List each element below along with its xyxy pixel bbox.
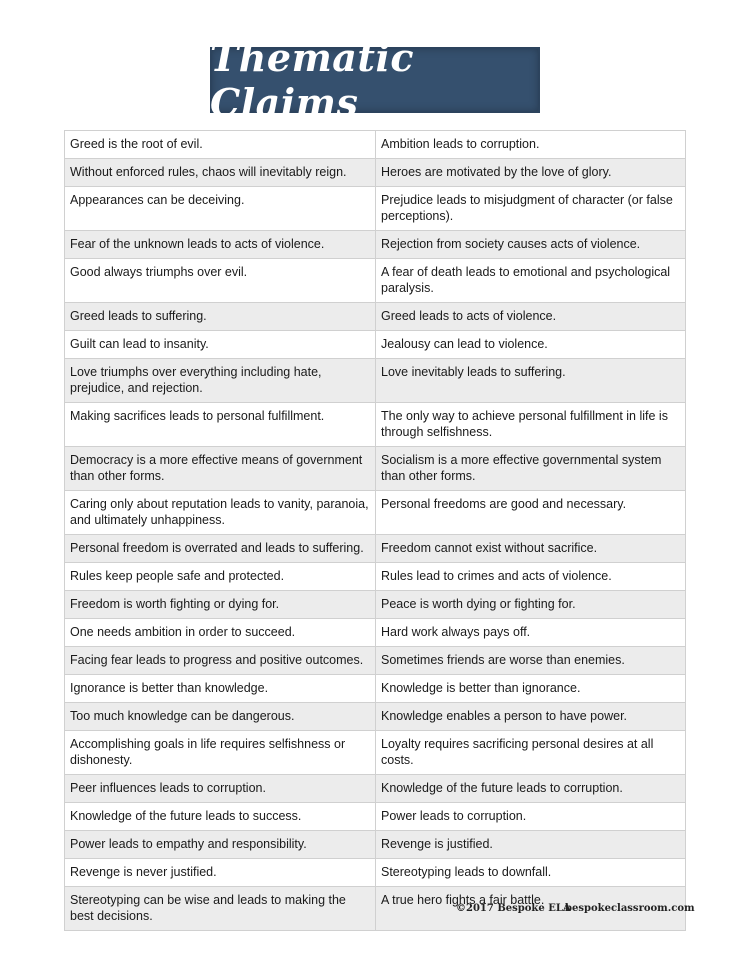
claim-cell-left: One needs ambition in order to succeed. (65, 619, 376, 647)
claim-cell-left: Personal freedom is overrated and leads to suffering. (65, 535, 376, 563)
claim-cell-right: Socialism is a more effective governmental system than other forms. (376, 447, 686, 491)
claim-cell-right: Rejection from society causes acts of violence. (376, 231, 686, 259)
table-row (65, 535, 686, 563)
table-row (65, 675, 686, 703)
table-row (65, 859, 686, 887)
claim-cell-right: Freedom cannot exist without sacrifice. (376, 535, 686, 563)
claim-cell-right: A fear of death leads to emotional and psychological paralysis. (376, 259, 686, 303)
claim-cell-right: Power leads to corruption. (376, 803, 686, 831)
table-row (65, 619, 686, 647)
claim-cell-right: Hard work always pays off. (376, 619, 686, 647)
claims-table (64, 130, 686, 931)
table-row (65, 647, 686, 675)
table-row (65, 303, 686, 331)
table-row (65, 359, 686, 403)
claim-cell-left: Without enforced rules, chaos will inevitably reign. (65, 159, 376, 187)
table-row (65, 703, 686, 731)
claim-cell-left: Revenge is never justified. (65, 859, 376, 887)
claim-cell-right: Heroes are motivated by the love of glory. (376, 159, 686, 187)
claim-cell-right: Knowledge enables a person to have power. (376, 703, 686, 731)
claim-cell-left: Peer influences leads to corruption. (65, 775, 376, 803)
claim-cell-left: Rules keep people safe and protected. (65, 563, 376, 591)
claim-cell-right: Peace is worth dying or fighting for. (376, 591, 686, 619)
claim-cell-left: Ignorance is better than knowledge. (65, 675, 376, 703)
table-row (65, 131, 686, 159)
table-row (65, 591, 686, 619)
claim-cell-left: Too much knowledge can be dangerous. (65, 703, 376, 731)
claim-cell-left: Guilt can lead to insanity. (65, 331, 376, 359)
page-title: Thematic Claims (210, 35, 415, 125)
claim-cell-right: A true hero fights a fair battle. (376, 887, 686, 931)
claim-cell-left: Democracy is a more effective means of government than other forms. (65, 447, 376, 491)
claim-cell-left: Caring only about reputation leads to vanity, paranoia, and ultimately unhappiness. (65, 491, 376, 535)
claim-cell-left: Greed leads to suffering. (65, 303, 376, 331)
claim-cell-left: Knowledge of the future leads to success. (65, 803, 376, 831)
claim-cell-right: Greed leads to acts of violence. (376, 303, 686, 331)
claim-cell-right: Knowledge of the future leads to corruption. (376, 775, 686, 803)
claim-cell-right: Ambition leads to corruption. (376, 131, 686, 159)
claim-cell-left: Making sacrifices leads to personal fulfillment. (65, 403, 376, 447)
claim-cell-right: Stereotyping leads to downfall. (376, 859, 686, 887)
claim-cell-left: Appearances can be deceiving. (65, 187, 376, 231)
claim-cell-left: Stereotyping can be wise and leads to making the best decisions. (65, 887, 376, 931)
footer-website: bespokeclassroom.com (565, 903, 695, 914)
claim-cell-left: Freedom is worth fighting or dying for. (65, 591, 376, 619)
claim-cell-right: Personal freedoms are good and necessary. (376, 491, 686, 535)
table-row (65, 187, 686, 231)
claim-cell-right: Loyalty requires sacrificing personal desires at all costs. (376, 731, 686, 775)
table-row (65, 159, 686, 187)
table-row (65, 731, 686, 775)
claim-cell-left: Good always triumphs over evil. (65, 259, 376, 303)
table-row (65, 563, 686, 591)
title-banner (210, 35, 540, 125)
claim-cell-left: Love triumphs over everything including hate, prejudice, and rejection. (65, 359, 376, 403)
table-row (65, 775, 686, 803)
claim-cell-right: Knowledge is better than ignorance. (376, 675, 686, 703)
table-row (65, 231, 686, 259)
table-row (65, 447, 686, 491)
table-row (65, 803, 686, 831)
claim-cell-left: Greed is the root of evil. (65, 131, 376, 159)
claim-cell-right: The only way to achieve personal fulfillment in life is through selfishness. (376, 403, 686, 447)
claim-cell-right: Love inevitably leads to suffering. (376, 359, 686, 403)
table-row (65, 491, 686, 535)
claim-cell-left: Facing fear leads to progress and positive outcomes. (65, 647, 376, 675)
table-row (65, 331, 686, 359)
claim-cell-left: Power leads to empathy and responsibility. (65, 831, 376, 859)
claim-cell-right: Prejudice leads to misjudgment of character (or false perceptions). (376, 187, 686, 231)
claim-cell-left: Accomplishing goals in life requires selfishness or dishonesty. (65, 731, 376, 775)
claim-cell-left: Fear of the unknown leads to acts of violence. (65, 231, 376, 259)
footer-copyright: ©2017 Bespoke ELA (456, 903, 571, 914)
claim-cell-right: Revenge is justified. (376, 831, 686, 859)
table-row (65, 403, 686, 447)
claim-cell-right: Rules lead to crimes and acts of violence. (376, 563, 686, 591)
claim-cell-right: Jealousy can lead to violence. (376, 331, 686, 359)
table-row (65, 259, 686, 303)
claim-cell-right: Sometimes friends are worse than enemies. (376, 647, 686, 675)
table-row (65, 831, 686, 859)
